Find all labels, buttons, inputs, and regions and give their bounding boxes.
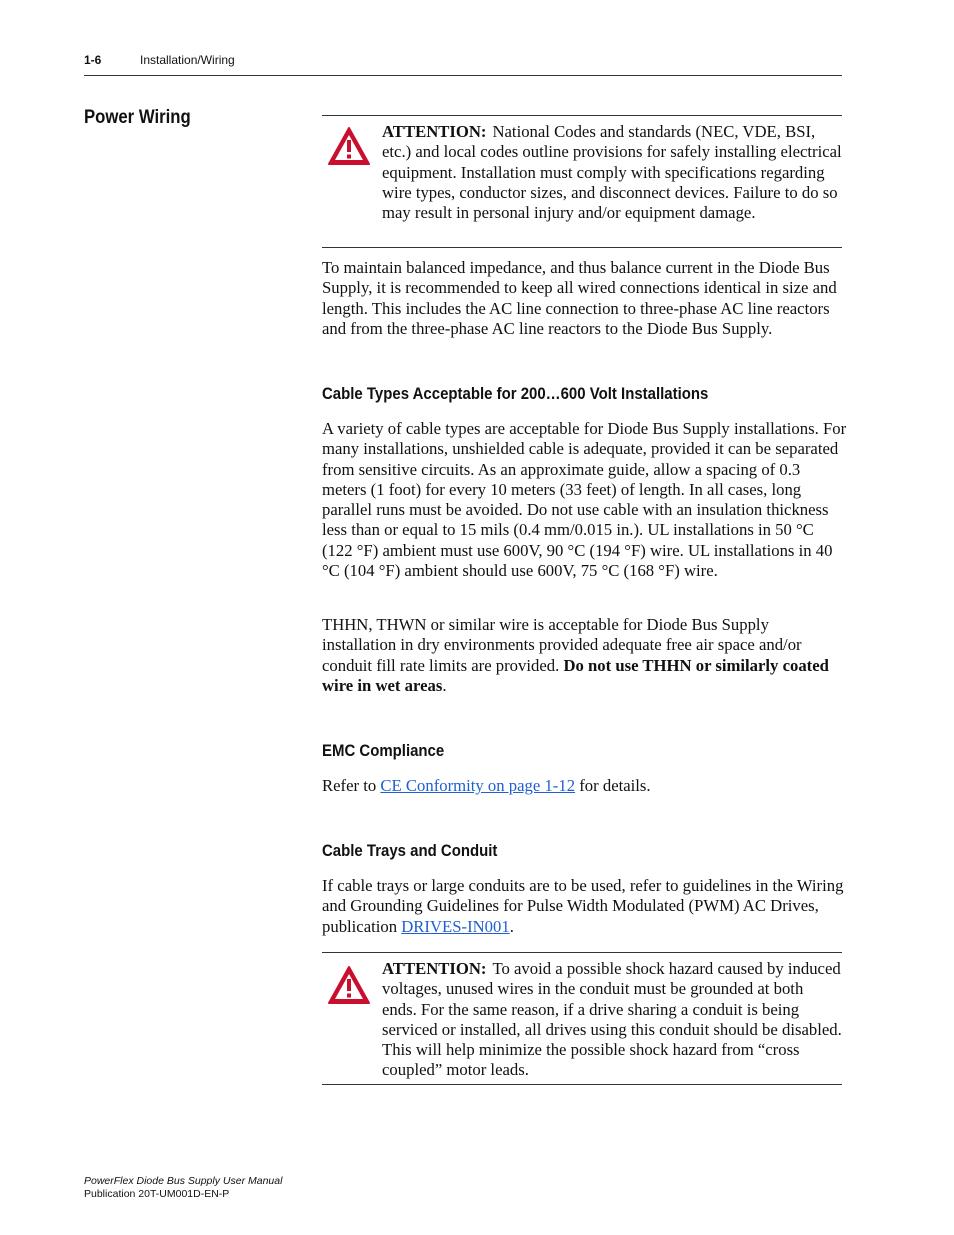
page-header (84, 53, 842, 76)
heading-cable-trays: Cable Trays and Conduit (322, 841, 498, 860)
intro-paragraph: To maintain balanced impedance, and thus balance current in the Diode Bus Supply, it is recommended to keep all wired connections identical in size and length. This includes the AC line connection to three-phase AC line reactors and from the three-phase AC line reactors to the Diode Bus Supply. (322, 258, 837, 338)
warning-triangle-icon (327, 126, 371, 166)
trays-period: . (509, 916, 514, 936)
attention-label: ATTENTION: (382, 959, 487, 978)
attention-body: National Codes and standards (NEC, VDE, BSI, etc.) and local codes outline provisions for safely installing electrical equipment. Installation must comply with specifications regarding wire types, conductor sizes, and disconnect devices. Failure to do so may result in personal injury and/or equipment damage. (382, 122, 842, 223)
attention-text-shock (382, 959, 842, 1081)
publication-number: Publication 20T-UM001D-EN-P (84, 1188, 230, 1200)
trays-text: If cable trays or large conduits are to be used, refer to guidelines in the Wiring and Grounding Guidelines for Pulse Width Modulated (PWM) AC Drives, publication (322, 876, 844, 936)
emc-text-after: for details. (579, 776, 651, 795)
attention-text-codes (382, 122, 842, 223)
thhn-warning-bold: Do not use THHN or similarly coated wire in wet areas (322, 655, 829, 695)
thhn-text: THHN, THWN or similar wire is acceptable for Diode Bus Supply installation in dry environments provided adequate free air space and/or conduit fill rate limits are provided. (322, 615, 802, 675)
attention-box-shock (322, 952, 842, 1085)
cable-types-paragraph: A variety of cable types are acceptable for Diode Bus Supply installations. For many installations, unshielded cable is adequate, provided it can be separated from sensitive circuits. As an approximate guide, allow a spacing of 0.3 meters (1 foot) for every 10 meters (33 feet) of length. In all cases, long parallel runs must be avoided. Do not use cable with an insulation thickness less than or equal to 15 mils (0.4 mm/0.015 in.). UL installations in 50 °C (122 °F) ambient must use 600V, 90 °C (194 °F) wire. UL installations in 40 °C (104 °F) ambient should use 600V, 75 °C (168 °F) wire. (322, 419, 847, 581)
emc-text-before: Refer to (322, 776, 377, 795)
trays-paragraph (322, 876, 847, 937)
heading-emc-compliance: EMC Compliance (322, 741, 445, 760)
heading-cable-types: Cable Types Acceptable for 200…600 Volt Installations (322, 384, 709, 403)
thhn-period: . (442, 675, 447, 695)
section-heading-power-wiring: Power Wiring (84, 107, 191, 128)
attention-body: To avoid a possible shock hazard caused by induced voltages, unused wires in the conduit must be grounded at both ends. For the same reason, if a drive sharing a conduit is being serviced or installed, all drives using this conduit should be disabled. This will help minimize the possible shock hazard from “cross coupled” motor leads. (382, 959, 842, 1080)
manual-title: PowerFlex Diode Bus Supply User Manual (84, 1175, 283, 1187)
page-footer (84, 1175, 282, 1201)
attention-box-codes (322, 115, 842, 248)
section-title: Installation/Wiring (140, 53, 235, 67)
drives-in001-link[interactable]: DRIVES-IN001 (401, 916, 510, 936)
thhn-paragraph (322, 615, 847, 696)
attention-label: ATTENTION: (382, 122, 487, 141)
warning-triangle-icon (327, 965, 371, 1005)
page-number: 1-6 (84, 53, 102, 67)
emc-paragraph (322, 776, 847, 796)
ce-conformity-link[interactable]: CE Conformity on page 1-12 (380, 776, 576, 795)
